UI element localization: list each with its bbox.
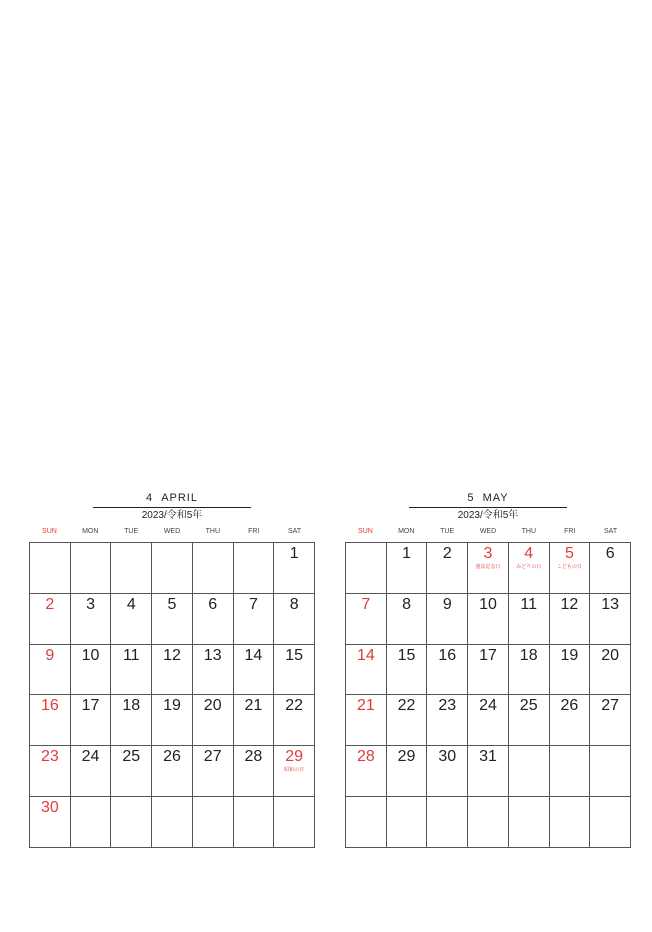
day-number: 1 (402, 545, 412, 562)
day-number: 20 (601, 646, 620, 664)
day-number: 26 (560, 697, 579, 715)
day-number (346, 543, 386, 545)
day-number: 19 (163, 697, 181, 715)
month-name: APRIL (161, 492, 198, 504)
weekday-label: WED (479, 528, 497, 535)
day-cell (234, 746, 275, 797)
day-cell (111, 695, 152, 746)
day-number: 9 (442, 595, 452, 613)
day-number: 23 (40, 748, 59, 766)
month-title (93, 492, 251, 508)
month-header (345, 488, 631, 522)
day-number (234, 543, 274, 545)
day-number: 13 (601, 595, 620, 613)
weekday-header-row (345, 522, 631, 542)
day-cell (193, 746, 234, 797)
day-cell (346, 594, 387, 645)
day-cell (468, 543, 509, 594)
year-label: 2023/令和5年 (141, 510, 203, 521)
day-cell (468, 645, 509, 696)
year-label: 2023/令和5年 (457, 510, 519, 521)
day-number: 3 (86, 595, 96, 613)
day-number: 27 (601, 697, 620, 715)
day-cell (387, 543, 428, 594)
day-number: 27 (203, 748, 222, 766)
calendar-may (345, 488, 631, 848)
day-cell (387, 645, 428, 696)
day-cell (468, 797, 509, 848)
day-cell (71, 594, 112, 645)
day-cell (468, 594, 509, 645)
day-cell (346, 797, 387, 848)
day-number: 19 (560, 646, 579, 664)
day-cell (71, 645, 112, 696)
day-number (346, 797, 386, 799)
day-number: 1 (289, 545, 299, 562)
day-number: 12 (163, 646, 181, 664)
day-number: 17 (479, 646, 497, 664)
day-cell (427, 695, 468, 746)
day-cell (152, 543, 193, 594)
day-cell (234, 645, 275, 696)
day-cell (274, 797, 315, 848)
day-number: 21 (356, 697, 375, 715)
day-number: 25 (519, 697, 538, 715)
weekday-label: WED (163, 528, 181, 535)
day-cell (234, 594, 275, 645)
day-number: 6 (208, 595, 218, 613)
day-cell (152, 746, 193, 797)
weekday-label: MON (82, 528, 99, 535)
day-cell (152, 695, 193, 746)
day-number: 10 (81, 646, 100, 664)
day-number: 24 (81, 748, 100, 766)
day-number: 9 (45, 646, 55, 664)
day-cell (550, 797, 591, 848)
day-cell (193, 645, 234, 696)
day-number: 30 (40, 798, 59, 816)
day-cell (550, 746, 591, 797)
day-cell (30, 746, 71, 797)
weekday-label: THU (205, 528, 221, 535)
month-name: MAY (482, 492, 509, 504)
day-cell (71, 746, 112, 797)
day-cell (111, 746, 152, 797)
day-cell (427, 797, 468, 848)
day-number: 12 (560, 595, 579, 613)
month-number: 4 (146, 492, 154, 504)
day-number: 10 (479, 595, 497, 613)
day-number: 15 (285, 646, 304, 664)
month-number: 5 (467, 492, 475, 504)
day-cell (509, 645, 550, 696)
day-number: 13 (203, 646, 222, 664)
day-cell (111, 594, 152, 645)
day-number (71, 543, 111, 545)
weekday-label: SUN (358, 528, 373, 535)
day-grid (345, 542, 631, 848)
day-cell (30, 695, 71, 746)
day-number: 15 (397, 646, 416, 664)
day-cell (71, 695, 112, 746)
day-number: 31 (479, 748, 497, 766)
day-number: 21 (244, 697, 263, 715)
day-number: 22 (285, 697, 304, 715)
day-number (590, 797, 630, 799)
day-number: 30 (438, 748, 457, 766)
day-cell (152, 797, 193, 848)
day-cell (427, 746, 468, 797)
day-number (468, 797, 508, 799)
weekday-header-row (29, 522, 315, 542)
day-number (193, 797, 233, 799)
day-cell (274, 695, 315, 746)
day-cell (152, 594, 193, 645)
weekday-label: SUN (42, 528, 57, 535)
weekday-label: THU (521, 528, 537, 535)
day-cell (274, 594, 315, 645)
day-cell (387, 695, 428, 746)
weekday-label: SAT (288, 528, 302, 535)
day-number (509, 797, 549, 799)
holiday-label: こどもの日 (556, 564, 582, 570)
day-cell (427, 645, 468, 696)
day-cell (193, 543, 234, 594)
day-cell (193, 695, 234, 746)
day-number: 3 (483, 545, 493, 562)
day-cell (30, 594, 71, 645)
day-number: 5 (167, 595, 177, 613)
day-cell (152, 645, 193, 696)
day-cell (550, 543, 591, 594)
day-number (274, 797, 314, 799)
day-number: 5 (564, 545, 574, 562)
day-cell (387, 594, 428, 645)
day-number (30, 543, 70, 545)
weekday-label: TUE (440, 528, 455, 535)
weekday-label: FRI (248, 528, 260, 535)
day-cell (274, 543, 315, 594)
day-number: 22 (397, 697, 416, 715)
day-number: 14 (356, 646, 375, 664)
day-number: 14 (244, 646, 263, 664)
day-number: 11 (520, 595, 537, 613)
weekday-label: TUE (124, 528, 139, 535)
day-grid (29, 542, 315, 848)
day-cell (346, 645, 387, 696)
day-number: 16 (438, 646, 457, 664)
weekday-label: SAT (604, 528, 618, 535)
day-number: 29 (397, 748, 416, 766)
month-header (29, 488, 315, 522)
day-number (71, 797, 111, 799)
day-cell (111, 543, 152, 594)
day-number (111, 797, 151, 799)
day-number (234, 797, 274, 799)
day-cell (234, 797, 275, 848)
day-number: 28 (244, 748, 263, 766)
day-number: 2 (442, 545, 452, 562)
month-title (409, 492, 567, 508)
day-cell (590, 746, 631, 797)
day-cell (234, 543, 275, 594)
day-cell (468, 695, 509, 746)
day-number: 6 (605, 545, 615, 562)
day-cell (193, 797, 234, 848)
day-cell (509, 594, 550, 645)
day-number: 29 (285, 748, 304, 766)
holiday-label: 昭和の日 (284, 767, 305, 774)
weekday-label: FRI (564, 528, 576, 535)
day-cell (590, 695, 631, 746)
day-number: 25 (122, 748, 141, 766)
day-number: 16 (40, 697, 59, 715)
holiday-label: 憲法記念日 (475, 564, 501, 570)
day-cell (71, 543, 112, 594)
day-number (509, 746, 549, 748)
day-cell (30, 645, 71, 696)
day-cell (550, 645, 591, 696)
day-number (193, 543, 233, 545)
day-number: 26 (163, 748, 181, 766)
day-number: 4 (524, 545, 534, 562)
day-cell (30, 543, 71, 594)
day-number (550, 797, 590, 799)
day-number (590, 746, 630, 748)
day-cell (590, 543, 631, 594)
day-number: 7 (248, 595, 258, 613)
day-number: 18 (122, 697, 141, 715)
day-cell (346, 543, 387, 594)
day-number: 23 (438, 697, 457, 715)
day-cell (550, 695, 591, 746)
day-cell (274, 746, 315, 797)
day-cell (468, 746, 509, 797)
day-number (387, 797, 427, 799)
day-cell (111, 645, 152, 696)
day-cell (387, 797, 428, 848)
day-number: 20 (203, 697, 222, 715)
day-number: 8 (402, 595, 412, 613)
day-number: 11 (122, 646, 140, 664)
day-cell (387, 746, 428, 797)
day-number: 4 (126, 595, 136, 613)
day-cell (509, 746, 550, 797)
day-cell (427, 594, 468, 645)
day-cell (509, 797, 550, 848)
day-number: 7 (361, 595, 371, 613)
day-cell (111, 797, 152, 848)
day-cell (274, 645, 315, 696)
day-cell (590, 645, 631, 696)
day-number: 24 (479, 697, 497, 715)
calendar-april (29, 488, 315, 848)
day-cell (509, 695, 550, 746)
day-cell (71, 797, 112, 848)
day-number: 2 (45, 595, 55, 613)
day-cell (427, 543, 468, 594)
day-cell (550, 594, 591, 645)
day-cell (590, 797, 631, 848)
day-cell (234, 695, 275, 746)
day-number: 8 (289, 595, 299, 613)
holiday-label: みどりの日 (516, 564, 542, 570)
day-cell (346, 695, 387, 746)
weekday-label: MON (398, 528, 415, 535)
day-number: 17 (81, 697, 100, 715)
day-cell (346, 746, 387, 797)
day-cell (509, 543, 550, 594)
day-number (550, 746, 590, 748)
day-number: 18 (519, 646, 538, 664)
day-number (111, 543, 151, 545)
day-number: 28 (356, 748, 375, 766)
day-cell (193, 594, 234, 645)
day-number (427, 797, 467, 799)
day-cell (30, 797, 71, 848)
day-number (152, 797, 192, 799)
day-cell (590, 594, 631, 645)
day-number (152, 543, 192, 545)
